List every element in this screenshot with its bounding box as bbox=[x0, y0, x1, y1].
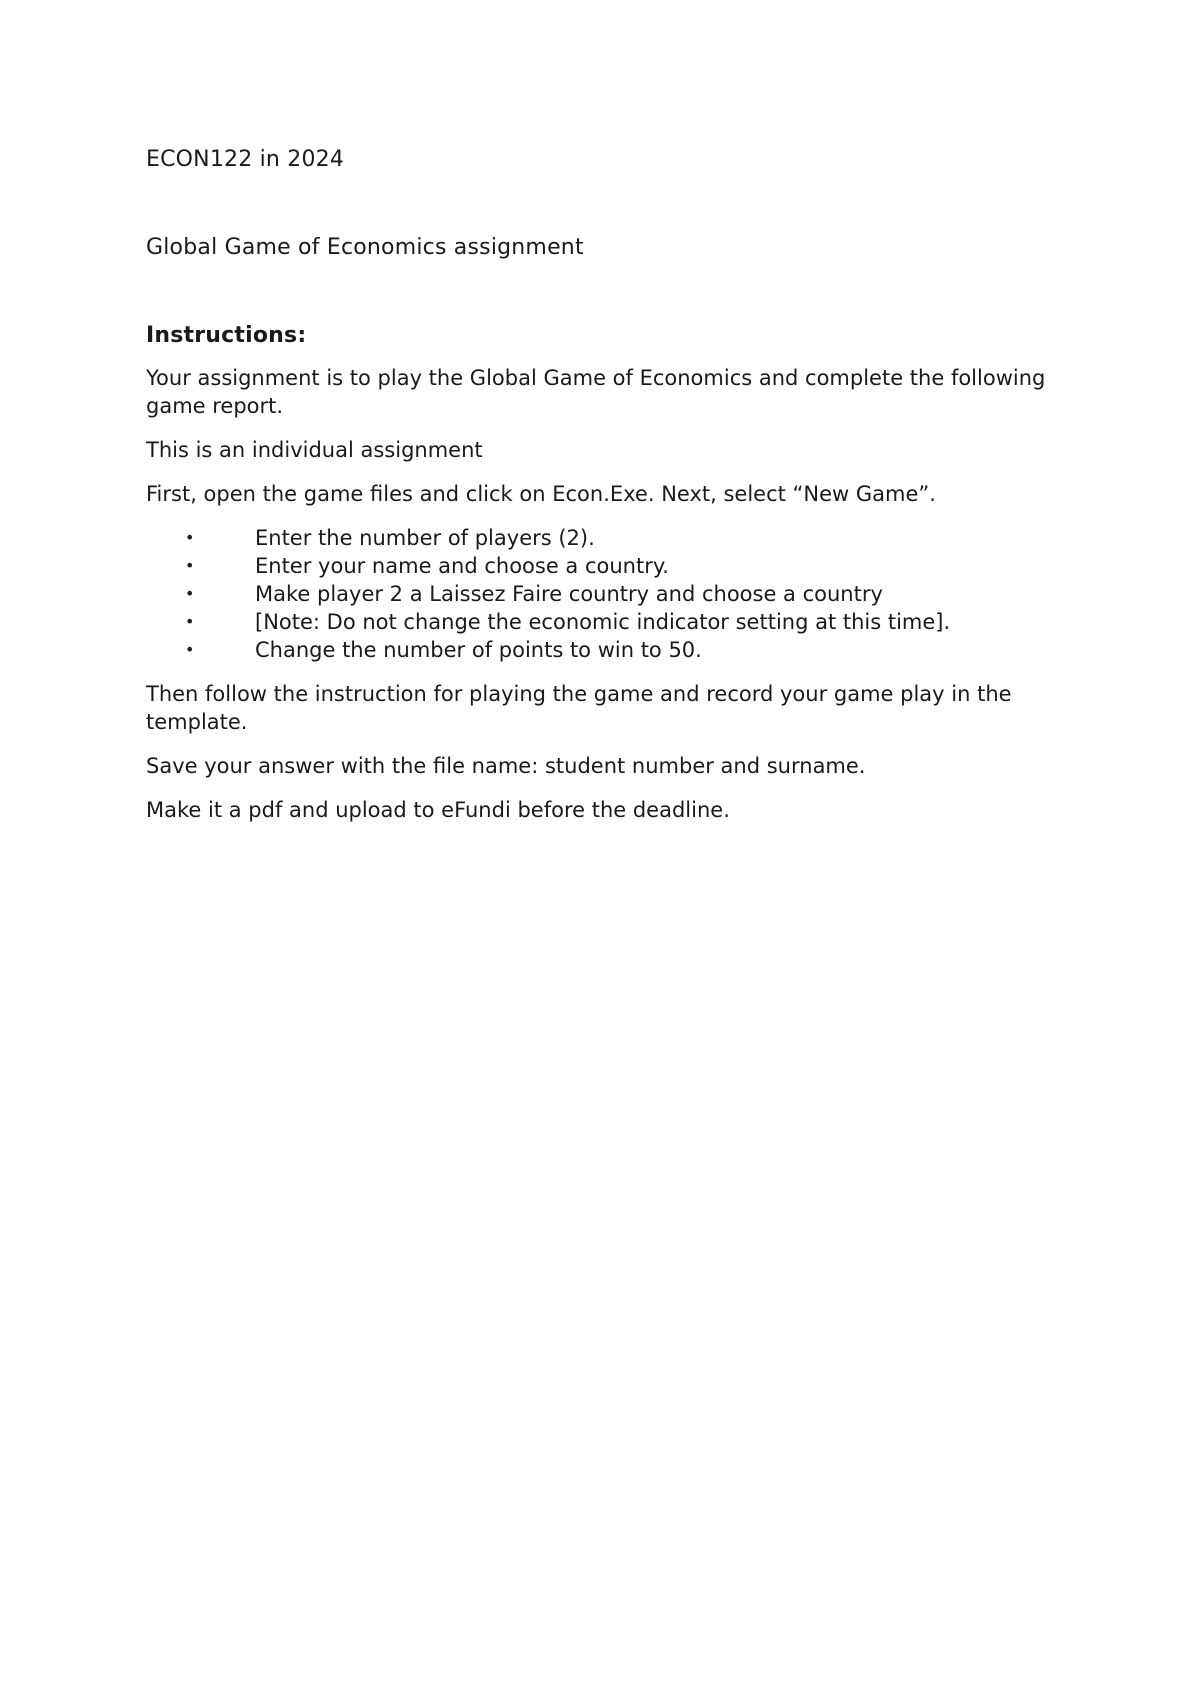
paragraph-open-game-files: First, open the game files and click on Econ.Exe. Next, select “New Game”. bbox=[146, 482, 936, 506]
document-body bbox=[146, 146, 1046, 824]
course-heading: ECON122 in 2024 bbox=[146, 147, 345, 172]
list-item-text: Enter the number of players (2). bbox=[255, 526, 595, 550]
list-item-text: Change the number of points to win to 50. bbox=[255, 638, 702, 662]
list-item bbox=[146, 524, 1046, 552]
list-item bbox=[146, 552, 1046, 580]
bullet-icon: • bbox=[185, 556, 195, 575]
bullet-icon: • bbox=[185, 528, 195, 547]
paragraph-upload-instructions: Make it a pdf and upload to eFundi before the deadline. bbox=[146, 798, 730, 822]
list-item bbox=[146, 608, 1046, 636]
paragraph-save-answer: Save your answer with the file name: student number and surname. bbox=[146, 754, 866, 778]
bullet-icon: • bbox=[185, 584, 195, 603]
list-item-text: Enter your name and choose a country. bbox=[255, 554, 669, 578]
list-item-text: Make player 2 a Laissez Faire country and choose a country bbox=[255, 582, 883, 606]
bullet-icon: • bbox=[185, 640, 195, 659]
list-item bbox=[146, 580, 1046, 608]
paragraph-individual-assignment: This is an individual assignment bbox=[146, 438, 483, 462]
paragraph-record-game-play: Then follow the instruction for playing the game and record your game play in the template. bbox=[146, 682, 1012, 734]
list-item-text: [Note: Do not change the economic indicator setting at this time]. bbox=[255, 610, 951, 634]
bullet-icon: • bbox=[185, 612, 195, 631]
setup-steps-list bbox=[146, 524, 1046, 664]
assignment-title: Global Game of Economics assignment bbox=[146, 235, 584, 260]
paragraph-assignment-overview: Your assignment is to play the Global Game of Economics and complete the following game report. bbox=[146, 366, 1046, 418]
instructions-heading: Instructions: bbox=[146, 323, 307, 348]
list-item bbox=[146, 636, 1046, 664]
